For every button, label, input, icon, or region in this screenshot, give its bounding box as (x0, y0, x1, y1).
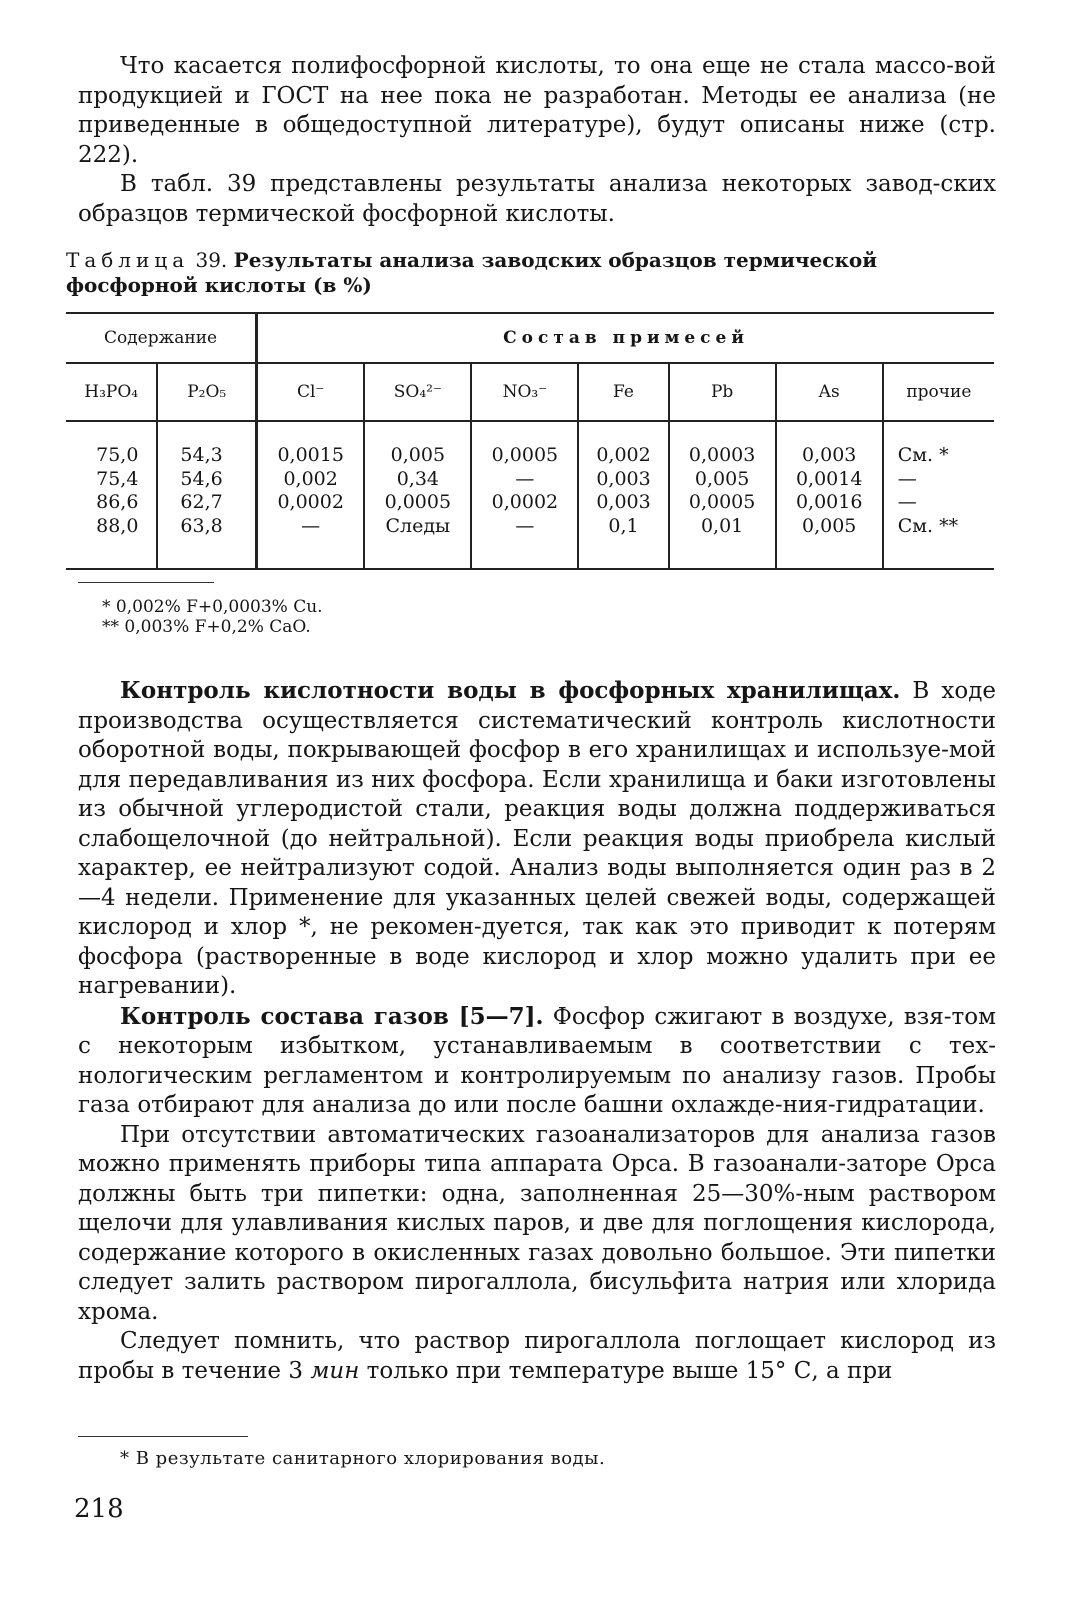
main-text (78, 676, 996, 1386)
table-caption-title: Результаты анализа заводских образцов термической фосфорной кислоты (в %) (66, 248, 878, 297)
table-cell: 0,005 (390, 444, 446, 466)
page-footnote-rule (78, 1436, 248, 1437)
table-cell: 0,003 (596, 467, 651, 490)
col-header-fe: Fe (578, 363, 668, 421)
header-content: Содержание (66, 313, 257, 363)
table-cell: Следы (385, 514, 451, 537)
table-header-row (66, 363, 994, 421)
table-cell: 0,0015 (277, 444, 344, 466)
col-p2o5-values (157, 421, 256, 569)
table-caption-label: Таблица (66, 248, 190, 272)
table-cell: См. ** (897, 514, 959, 537)
header-impurities: Состав примесей (257, 313, 994, 363)
table-cell: 86,6 (96, 491, 139, 513)
section-gas-control (78, 1002, 996, 1121)
table-cell: 0,0016 (795, 491, 863, 513)
col-header-other: прочие (883, 363, 994, 421)
table-cell: 0,003 (801, 444, 857, 466)
table-cell: 0,0002 (491, 491, 559, 513)
table-cell: 63,8 (180, 514, 223, 537)
col-header-as: As (776, 363, 883, 421)
col-header-no3: NO₃⁻ (471, 363, 578, 421)
section-water-acidity (78, 676, 996, 1002)
table-cell: 0,005 (801, 514, 857, 537)
table-footnote-1: * 0,002% F+0,0003% Cu. (102, 597, 323, 617)
col-pb-values (669, 421, 776, 569)
intro-text (78, 52, 996, 229)
page-number: 218 (74, 1494, 124, 1524)
table-cell: 0,0002 (277, 491, 344, 513)
paragraph-pyrogallol (78, 1327, 996, 1386)
col-so4-values (364, 421, 471, 569)
table-cell: 75,4 (96, 467, 139, 490)
intro-paragraph-2: В табл. 39 представлены результаты анализа некоторых завод-ских образцов термической фосфорной кислоты. (78, 171, 996, 227)
paragraph-pyrogallol-part-b: только при температуре выше 15° С, а при (359, 1357, 893, 1384)
col-header-so4: SO₄²⁻ (364, 363, 471, 421)
section-gas-control-heading: Контроль состава газов [5—7]. (120, 1002, 544, 1030)
table-cell: — (515, 467, 535, 490)
table-footnotes (102, 597, 323, 637)
table-cell: 0,1 (608, 514, 639, 537)
table-cell: — (301, 514, 321, 537)
col-other-values (883, 421, 994, 569)
results-table (66, 312, 994, 570)
table-cell: 0,003 (596, 491, 651, 513)
section-water-acidity-heading: Контроль кислотности воды в фосфорных хранилищах. (120, 677, 901, 704)
col-no3-values (471, 421, 578, 569)
table-cell: — (515, 514, 535, 537)
page-footnote: * В результате санитарного хлорирования воды. (120, 1448, 606, 1469)
table-footnote-rule (78, 582, 214, 583)
table-header-group-row (66, 313, 994, 363)
table-footnote-2: ** 0,003% F+0,2% CaO. (102, 617, 311, 637)
table-cell: 0,0005 (688, 491, 756, 513)
col-h3po4-values (66, 421, 157, 569)
section-water-acidity-text: В ходе производства осуществляется систематический контроль кислотности оборотной воды, покрывающей фосфор в его хранилищах и используе-мой для передавливания из них фосфора. Если хранилища и баки изготовлены из обычной углеродистой стали, реакция воды должна поддерживаться слабощелочной (до нейтральной). Если реакция воды приобрела кислый характер, ее нейтрализуют содой. Анализ воды выполняется один раз в 2—4 недели. Применение для указанных целей свежей воды, содержащей кислород и хлор *, не рекомен-дуется, так как это приводит к потерям фосфора (растворенные в воде кислород и хлор можно удалить при ее нагревании). (78, 678, 997, 999)
table-cell: 0,0003 (688, 444, 756, 466)
table-cell: 0,34 (396, 467, 439, 490)
table-cell: 0,002 (283, 467, 338, 490)
col-header-h3po4: H₃PO₄ (66, 363, 157, 421)
table-cell: 0,0014 (795, 467, 863, 490)
table-cell: 0,0005 (384, 491, 452, 513)
paragraph-pyrogallol-part-a: Следует помнить, что раствор пирогаллола поглощает кислород из пробы в течение 3 (78, 1328, 996, 1384)
table-cell: См. * (897, 444, 949, 466)
col-fe-values (578, 421, 668, 569)
col-header-p2o5: P₂O₅ (157, 363, 256, 421)
section-gas-control-text: Фосфор сжигают в воздухе, взя-том с некоторым избытком, устанавливаемым в соответствии с тех-нологическим регламентом и контролируемым по анализу газов. Пробы газа отбирают для анализа до или после башни охлажде-ния-гидратации. (78, 1003, 996, 1118)
col-cl-values (257, 421, 365, 569)
table-cell: 0,0005 (491, 444, 559, 466)
col-header-pb: Pb (669, 363, 776, 421)
unit-min: мин (310, 1357, 360, 1384)
table-cell: 88,0 (96, 514, 139, 537)
table-cell: 75,0 (96, 444, 139, 466)
table-caption-number: 39. (195, 248, 228, 272)
table-body-row (66, 421, 994, 569)
table-cell: 54,3 (180, 444, 223, 466)
col-header-cl: Cl⁻ (257, 363, 365, 421)
table-cell: 54,6 (180, 467, 223, 490)
table-caption (66, 248, 994, 298)
intro-paragraph-1: Что касается полифосфорной кислоты, то она еще не стала массо-вой продукцией и ГОСТ на нее пока не разработан. Методы ее анализа (не приведенные в общедоступной литературе), будут описаны ниже (стр. 222). (78, 53, 996, 168)
col-as-values (776, 421, 883, 569)
table-cell: — (897, 491, 917, 513)
table-cell: 0,005 (694, 467, 750, 490)
table-cell: — (897, 467, 917, 490)
table-cell: 0,01 (700, 514, 744, 537)
paragraph-orsat: При отсутствии автоматических газоанализаторов для анализа газов можно применять приборы типа аппарата Орса. В газоанали-заторе Орса должны быть три пипетки: одна, заполненная 25—30%-ным раствором щелочи для улавливания кислых паров, и две для поглощения кислорода, содержание которого в окисленных газах довольно большое. Эти пипетки следует залить раствором пирогаллола, бисульфита натрия или хлорида хрома. (78, 1121, 996, 1325)
table-cell: 62,7 (180, 491, 223, 513)
table-cell: 0,002 (596, 444, 651, 466)
